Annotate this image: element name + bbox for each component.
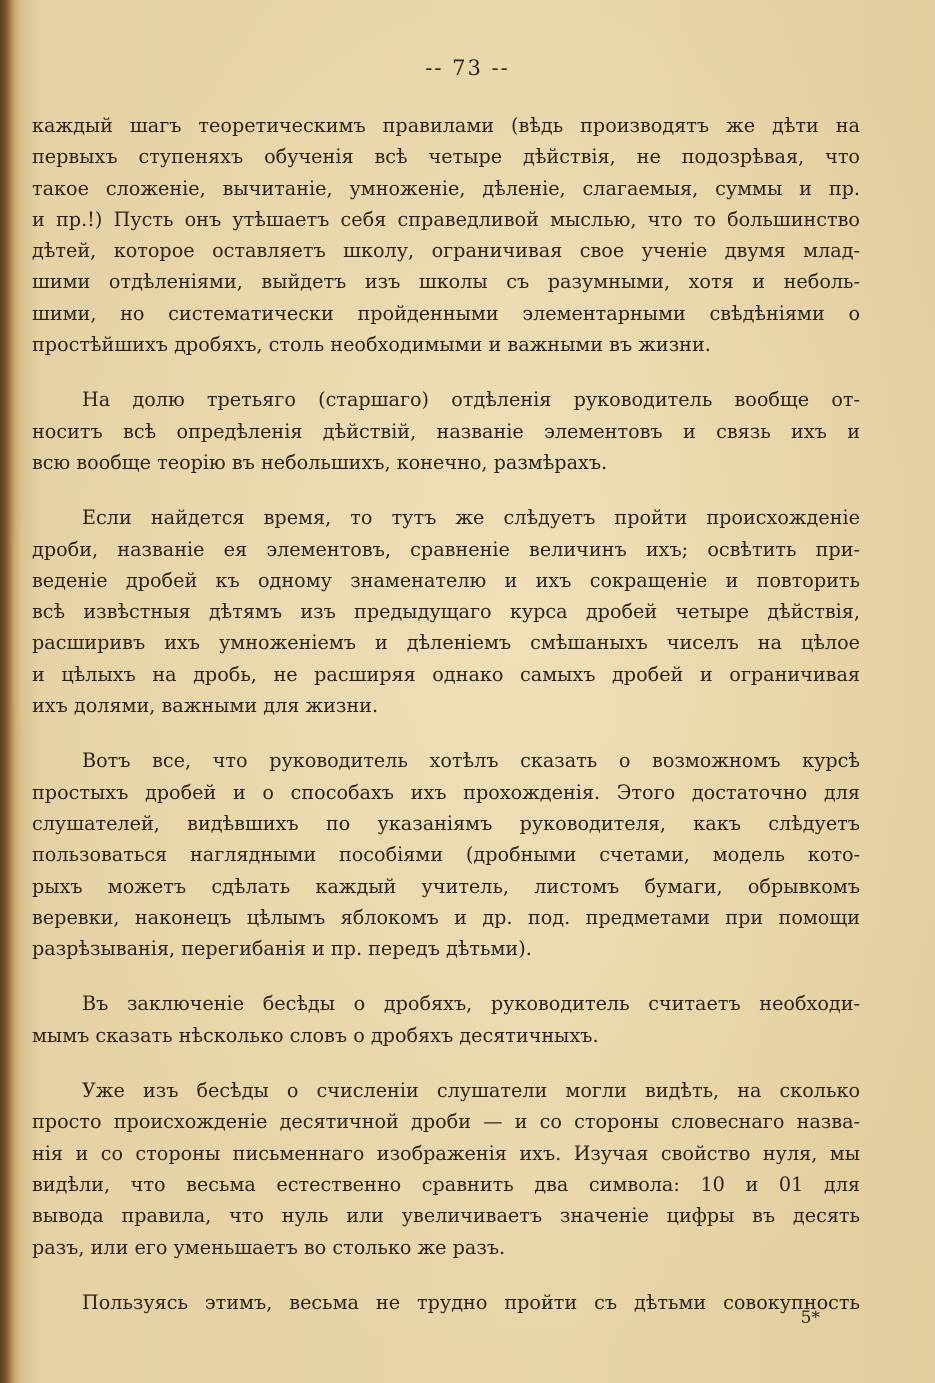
text-line: рыхъ можетъ сдѣлать каждый учитель, листомъ бумаги, обрывкомъ xyxy=(32,874,860,898)
text-line: всю вообще теорію въ небольшихъ, конечно, размѣрахъ. xyxy=(32,450,608,474)
paragraph-4 xyxy=(32,745,860,964)
paragraph-6 xyxy=(32,1075,860,1263)
text-line: и цѣлыхъ на дробь, не расширяя однако самыхъ дробей и ограничивая xyxy=(32,662,860,686)
text-line: дѣтей, которое оставляетъ школу, ограничивая свое ученіе двумя млад- xyxy=(32,239,860,263)
text-line: видѣли, что весьма естественно сравнить два символа: 10 и 01 для xyxy=(32,1172,860,1196)
text-line: слушателей, видѣвшихъ по указаніямъ руководителя, какъ слѣдуетъ xyxy=(32,811,860,835)
text-line: мымъ сказать нѣсколько словъ о дробяхъ десятичныхъ. xyxy=(32,1023,599,1047)
text-line: Вотъ все, что руководитель хотѣлъ сказать о возможномъ курсѣ xyxy=(82,749,860,773)
paragraph-7 xyxy=(32,1287,860,1318)
text-line: первыхъ ступеняхъ обученія всѣ четыре дѣйствія, не подозрѣвая, что xyxy=(32,145,860,169)
text-line: веденіе дробей къ одному знаменателю и ихъ сокращеніе и повторить xyxy=(32,568,860,592)
text-line: дроби, названіе ея элементовъ, сравненіе величинъ ихъ; освѣтить при- xyxy=(32,537,860,561)
paragraph-5 xyxy=(32,988,860,1051)
text-line: вывода правила, что нуль или увеличиваетъ значеніе цифры въ десять xyxy=(32,1204,860,1228)
text-line: шими отдѣленіями, выйдетъ изъ школы съ разумными, хотя и неболь- xyxy=(32,270,860,294)
text-line: Въ заключеніе бесѣды о дробяхъ, руководитель считаетъ необходи- xyxy=(82,992,860,1016)
text-line: Пользуясь этимъ, весьма не трудно пройти съ дѣтьми совокупность xyxy=(82,1290,860,1314)
text-line: такое сложеніе, вычитаніе, умноженіе, дѣленіе, слагаемыя, суммы и пр. xyxy=(32,176,860,200)
text-line: носитъ всѣ опредѣленія дѣйствій, названіе элементовъ и связь ихъ и xyxy=(32,419,860,443)
text-line: Если найдется время, то тутъ же слѣдуетъ пройти происхожденіе xyxy=(82,506,860,530)
body-text xyxy=(32,110,860,1318)
text-line: нія и со стороны письменнаго изображенія ихъ. Изучая свойство нуля, мы xyxy=(32,1141,860,1165)
text-line: и пр.!) Пусть онъ утѣшаетъ себя справедливой мыслью, что то большинство xyxy=(32,207,860,231)
text-line: просто происхожденіе десятичной дроби — и со стороны словеснаго назва- xyxy=(32,1110,860,1134)
text-line: пользоваться наглядными пособіями (дробными счетами, модель кото- xyxy=(32,843,860,867)
page-number: -- 73 -- xyxy=(425,56,510,80)
text-line: простѣйшихъ дробяхъ, столь необходимыми и важными въ жизни. xyxy=(32,333,711,357)
text-line: веревки, наконецъ цѣлымъ яблокомъ и др. под. предметами при помощи xyxy=(32,905,860,929)
signature-mark: 5* xyxy=(800,1308,820,1328)
paragraph-1 xyxy=(32,110,860,360)
text-line: расширивъ ихъ умноженіемъ и дѣленіемъ смѣшаныхъ чиселъ на цѣлое xyxy=(32,631,860,655)
text-line: простыхъ дробей и о способахъ ихъ прохожденія. Этого достаточно для xyxy=(32,780,860,804)
paragraph-2 xyxy=(32,384,860,478)
text-line: разрѣзыванія, перегибанія и пр. передъ дѣтьми). xyxy=(32,937,532,961)
text-line: всѣ извѣстныя дѣтямъ изъ предыдущаго курса дробей четыре дѣйствія, xyxy=(32,600,860,624)
paragraph-3 xyxy=(32,502,860,721)
text-line: На долю третьяго (старшаго) отдѣленія руководитель вообще от- xyxy=(82,388,860,412)
text-line: разъ, или его уменьшаетъ во столько же разъ. xyxy=(32,1235,506,1259)
text-line: каждый шагъ теоретическимъ правилами (вѣдь производятъ же дѣти на xyxy=(32,114,860,137)
text-line: шими, но систематически пройденными элементарными свѣдѣніями о xyxy=(32,301,860,325)
text-line: Уже изъ бесѣды о счисленіи слушатели могли видѣть, на сколько xyxy=(82,1079,860,1103)
text-line: ихъ долями, важными для жизни. xyxy=(32,694,379,718)
